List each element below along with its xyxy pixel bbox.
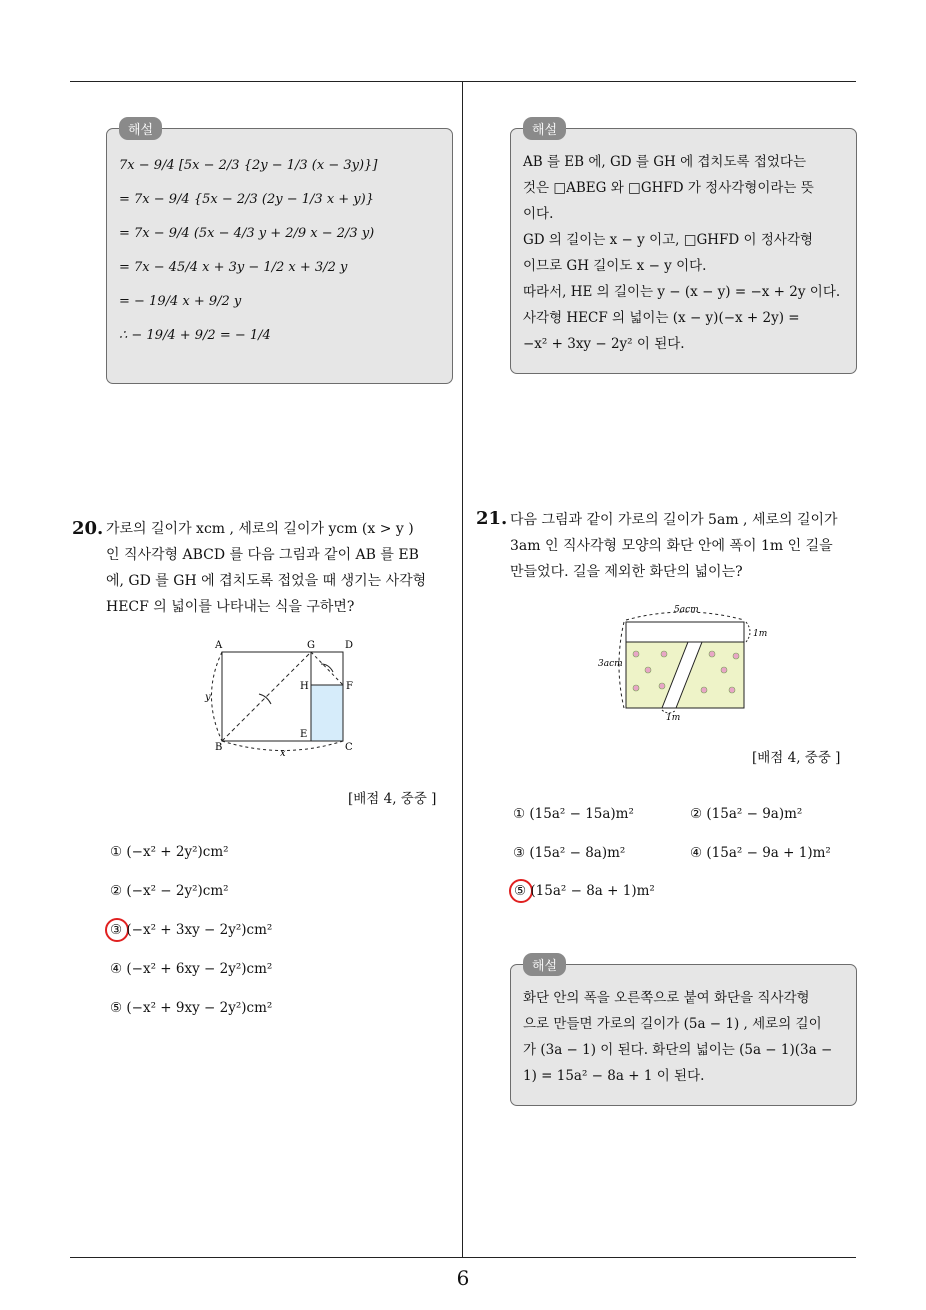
rectangle-fold-figure (195, 636, 365, 758)
label-y: y (205, 692, 211, 703)
solution-box-right-top (510, 123, 857, 374)
solution-line: 사각형 HECF 의 넓이는 (x − y)(−x + 2y) = (523, 310, 800, 326)
choice-3[interactable]: ③ (15a² − 8a)m² (513, 845, 626, 861)
question-line: 인 직사각형 ABCD 를 다음 그림과 같이 AB 를 EB (106, 547, 419, 563)
solution-line: 으로 만들면 가로의 길이가 (5a − 1) , 세로의 길이 (523, 1016, 822, 1032)
question-line: 에, GD 를 GH 에 겹치도록 접었을 때 생기는 사각형 (106, 573, 427, 589)
choice-5[interactable]: ⑤ (−x² + 9xy − 2y²)cm² (110, 1000, 273, 1016)
choice-1[interactable]: ① (−x² + 2y²)cm² (110, 844, 229, 860)
solution-line: 이므로 GH 길이도 x − y 이다. (523, 258, 707, 274)
question-20-text (106, 516, 458, 620)
label-d: D (345, 640, 354, 651)
solution-line: 화단 안의 폭을 오른쪽으로 붙여 화단을 직사각형 (523, 990, 810, 1006)
solution-line: GD 의 길이는 x − y 이고, □GHFD 이 정사각형 (523, 232, 814, 248)
label-right: 1m (753, 629, 768, 639)
label-h: H (300, 681, 309, 692)
bottom-rule (70, 1257, 856, 1258)
question-line: 가로의 길이가 xcm , 세로의 길이가 ycm (x > y ) (106, 521, 414, 537)
solution-text (523, 149, 844, 357)
brace-y (212, 652, 223, 741)
diagonal-bg (222, 652, 311, 741)
label-left: 3acm (598, 659, 623, 669)
score-label: [배점 4, 중중 ] (752, 750, 841, 766)
question-21-text (510, 507, 860, 585)
choice-4[interactable]: ④ (−x² + 6xy − 2y²)cm² (110, 961, 273, 977)
solution-line: 가 (3a − 1) 이 된다. 화단의 넓이는 (5a − 1)(3a − (523, 1042, 833, 1058)
solution-line: = 7x − 45/4 x + 3y − 1/2 x + 3/2 y (119, 260, 348, 275)
solution-text (523, 985, 844, 1089)
solution-box-left (106, 123, 453, 384)
choice-2[interactable]: ② (15a² − 9a)m² (690, 806, 803, 822)
question-line: 만들었다. 길을 제외한 화단의 넓이는? (510, 564, 743, 580)
solution-line: = 7x − 9/4 {5x − 2/3 (2y − 1/3 x + y)} (119, 192, 374, 207)
solution-line: 7x − 9/4 [5x − 2/3 {2y − 1/3 (x − 3y)}] (119, 158, 378, 173)
fold-arc (259, 694, 271, 704)
solution-line: −x² + 3xy − 2y² 이 된다. (523, 336, 685, 352)
choice-5[interactable]: ⑤ (15a² − 8a + 1)m² (514, 883, 655, 899)
brace-right (746, 622, 750, 642)
garden-figure (596, 600, 776, 720)
solution-math (119, 149, 377, 353)
question-line: 다음 그림과 같이 가로의 길이가 5am , 세로의 길이가 (510, 512, 838, 528)
solution-line: 이다. (523, 206, 554, 222)
solution-line: 1) = 15a² − 8a + 1 이 된다. (523, 1068, 705, 1084)
label-b: B (215, 742, 223, 753)
fold-arc-small (321, 664, 333, 672)
label-top: 5acm (674, 605, 699, 615)
question-number: 20. (72, 518, 104, 539)
choice-2[interactable]: ② (−x² − 2y²)cm² (110, 883, 229, 899)
score-label: [배점 4, 중중 ] (348, 791, 437, 807)
question-line: HECF 의 넓이를 나타내는 식을 구하면? (106, 599, 355, 615)
page-number: 6 (456, 1266, 470, 1290)
solution-line: AB 를 EB 에, GD 를 GH 에 겹치도록 접었다는 (523, 154, 807, 170)
choice-4[interactable]: ④ (15a² − 9a + 1)m² (690, 845, 831, 861)
solution-tag: 해설 (523, 953, 566, 976)
solution-line: 것은 □ABEG 와 □GHFD 가 정사각형이라는 뜻 (523, 180, 814, 196)
horizontal-path (626, 622, 744, 642)
solution-line: = 7x − 9/4 (5x − 4/3 y + 2/9 x − 2/3 y) (119, 226, 375, 241)
diagonal-gf (311, 652, 343, 685)
solution-line: = − 19/4 x + 9/2 y (119, 294, 242, 309)
label-a: A (215, 640, 223, 651)
choice-3[interactable]: ③ (−x² + 3xy − 2y²)cm² (110, 922, 273, 938)
label-bottom: 1m (666, 713, 681, 720)
question-line: 3am 인 직사각형 모양의 화단 안에 폭이 1m 인 길을 (510, 538, 833, 554)
solution-tag: 해설 (523, 117, 566, 140)
label-c: C (345, 742, 353, 753)
label-e: E (300, 729, 308, 740)
solution-tag: 해설 (119, 117, 162, 140)
choice-1[interactable]: ① (15a² − 15a)m² (513, 806, 634, 822)
solution-box-right-bottom (510, 959, 857, 1106)
solution-line: ∴ − 19/4 + 9/2 = − 1/4 (119, 328, 271, 343)
top-rule (70, 81, 856, 82)
column-divider (462, 82, 463, 1257)
label-f: F (346, 681, 353, 692)
question-number: 21. (476, 508, 508, 529)
rectangle-hecf (311, 685, 343, 741)
label-g: G (307, 640, 315, 651)
solution-line: 따라서, HE 의 길이는 y − (x − y) = −x + 2y 이다. (523, 284, 841, 300)
label-x: x (280, 748, 286, 758)
